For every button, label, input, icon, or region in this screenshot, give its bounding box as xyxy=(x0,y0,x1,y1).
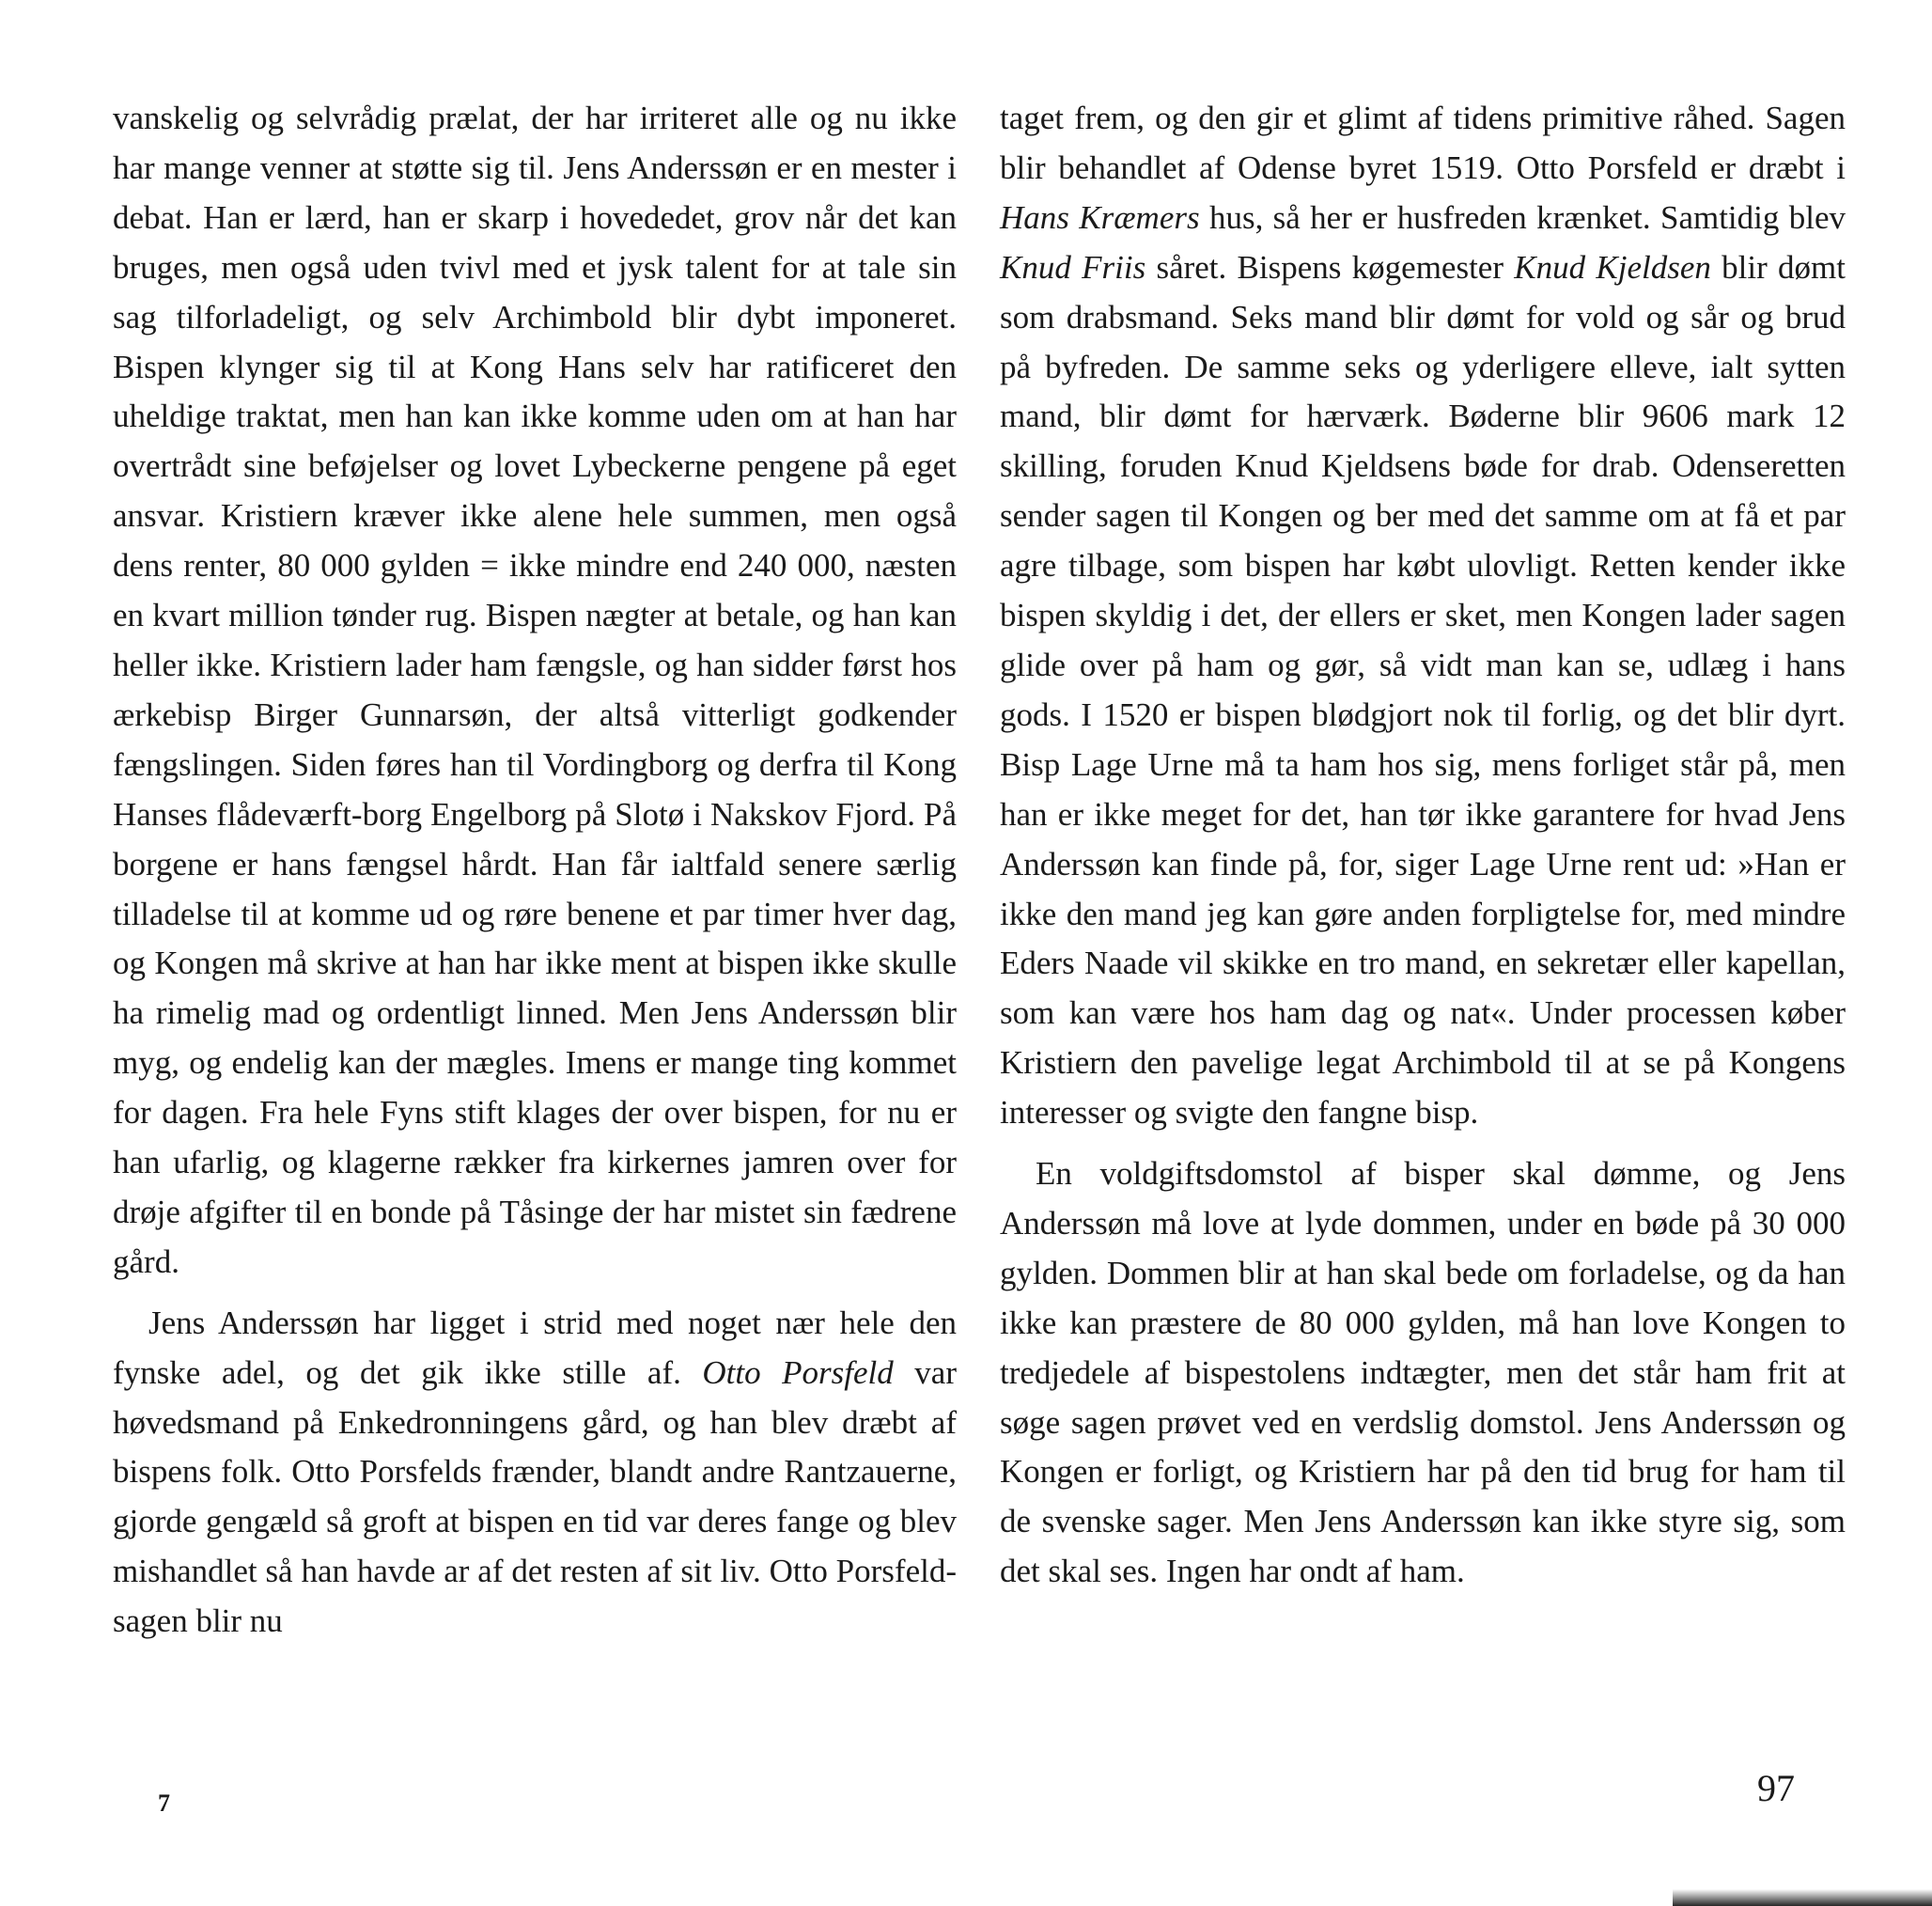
text-run: hus, så her er husfreden krænket. Samtidig blev xyxy=(1199,198,1846,236)
paragraph xyxy=(113,1299,957,1647)
paragraph: vanskelig og selvrådig prælat, der har irriteret alle og nu ikke har mange venner at støtte sig til. Jens Anderssøn er en mester i debat. Han er lærd, han er skarp i hovededet, grov når det kan bruges, men også uden tvivl med et jysk talent for at tale sin sag tilforladeligt, og selv Archimbold blir dybt imponeret. Bispen klynger sig til at Kong Hans selv har ratificeret den uheldige traktat, men han kan ikke komme uden om at han har overtrådt sine beføjelser og lovet Lybeckerne pengene på eget ansvar. Kristiern kræver ikke alene hele summen, men også dens renter, 80 000 gylden = ikke mindre end 240 000, næsten en kvart million tønder rug. Bispen nægter at betale, og han kan heller ikke. Kristiern lader ham fængsle, og han sidder først hos ærkebisp Birger Gunnarsøn, der altså vitterligt godkender fængslingen. Siden føres han til Vordingborg og derfra til Kong Hanses flådeværft-borg Engelborg på Slotø i Nakskov Fjord. På borgene er hans fængsel hårdt. Han får ialtfald senere særlig tilladelse til at komme ud og røre benene et par timer hver dag, og Kongen må skrive at han har ikke ment at bispen ikke skulle ha rimelig mad og ordentligt linned. Men Jens Anderssøn blir myg, og endelig kan der mægles. Imens er mange ting kommet for dagen. Fra hele Fyns stift klages der over bispen, for nu er han ufarlig, og klagerne rækker fra kirkernes jamren over for drøje afgifter til en bonde på Tåsinge der har mistet sin fædrene gård. xyxy=(113,100,957,1280)
text-run: Jens Anderssøn har ligget i strid med noget nær hele den fynske adel, og det gik ikke stille af. xyxy=(113,1304,957,1391)
text-run: taget frem, og den gir et glimt af tidens primitive råhed. Sagen blir behandlet af Odense byret 1519. Otto Porsfeld er dræbt i xyxy=(1000,100,1846,186)
text-run: var høvedsmand på Enkedronningens gård, og han blev dræbt af bispens folk. Otto Porsfelds frænder, blandt andre Rantzauerne, gjorde gengæld så groft at bispen en tid var deres fange og blev mishandlet så han havde ar af det resten af sit liv. Otto Porsfeld-sagen blir nu xyxy=(113,1353,957,1640)
left-column xyxy=(113,94,957,1647)
right-column xyxy=(1000,94,1846,1597)
scan-edge-shadow xyxy=(1673,1889,1932,1906)
italic-name: Hans Kræmers xyxy=(1000,198,1200,236)
paragraph xyxy=(1000,94,1846,1138)
page-number: 97 xyxy=(1757,1767,1795,1809)
italic-name: Knud Kjeldsen xyxy=(1514,248,1711,286)
italic-name: Otto Porsfeld xyxy=(702,1353,894,1391)
text-run: blir dømt som drabsmand. Seks mand blir dømt for vold og sår og brud på byfreden. De samme seks og yderligere elleve, ialt sytten mand, blir dømt for hærværk. Bøderne blir 9606 mark 12 skilling, foruden Knud Kjeldsens bøde for drab. Odenseretten sender sagen til Kongen og ber med det samme om at få et par agre tilbage, som bispen har købt ulovligt. Retten kender ikke bispen skyldig i det, der ellers er sket, men Kongen lader sagen glide over på ham og gør, så vidt man kan se, udlæg i hans gods. I 1520 er bispen blødgjort nok til forlig, og det blir dyrt. Bisp Lage Urne må ta ham hos sig, mens forliget står på, men han er ikke meget for det, han tør ikke garantere for hvad Jens Anderssøn kan finde på, for, siger Lage Urne rent ud: »Han er ikke den mand jeg kan gøre anden forpligtelse for, med mindre Eders Naade vil skikke en tro mand, en sekretær eller kapellan, som kan være hos ham dag og nat«. Under processen køber Kristiern den pavelige legat Archimbold til at se på Kongens interesser og svigte den fangne bisp. xyxy=(1000,248,1846,1132)
italic-name: Knud Friis xyxy=(1000,248,1146,286)
paragraph: En voldgiftsdomstol af bisper skal dømme, og Jens Anderssøn må love at lyde dommen, under en bøde på 30 000 gylden. Dommen blir at han skal bede om forladelse, og da han ikke kan præstere de 80 000 gylden, må han love Kongen to tredjedele af bispestolens indtægter, men det står ham frit at søge sagen prøvet ved en verdslig domstol. Jens Anderssøn og Kongen er forligt, og Kristiern har på den tid brug for ham til de svenske sager. Men Jens Anderssøn kan ikke styre sig, som det skal ses. Ingen har ondt af ham. xyxy=(1000,1155,1846,1590)
signature-mark: 7 xyxy=(158,1789,170,1817)
text-run: såret. Bispens køgemester xyxy=(1145,248,1515,286)
